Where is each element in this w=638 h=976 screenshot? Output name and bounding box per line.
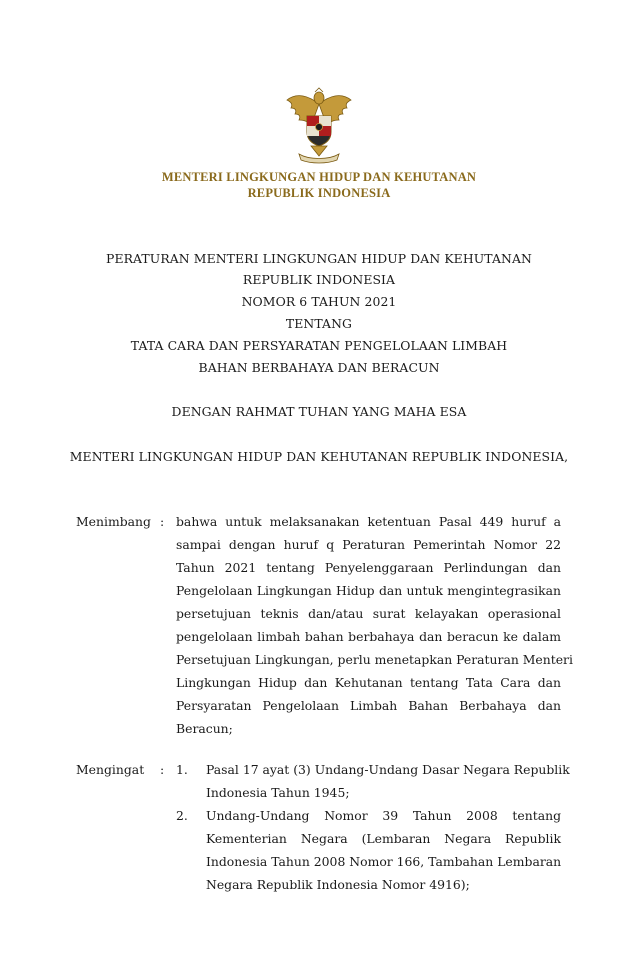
regulation-number: NOMOR 6 TAHUN 2021 [241,294,397,309]
menimbang-text-line: Beracun; [176,721,233,736]
mengingat-item-number: 2. [176,808,188,823]
regulation-subject-line: TATA CARA DAN PERSYARATAN PENGELOLAAN LIMBAH [130,338,508,353]
menimbang-label: Menimbang [76,514,151,529]
ministry-name: MENTERI LINGKUNGAN HIDUP DAN KEHUTANAN [161,170,477,184]
menimbang-text-line: sampai dengan huruf q Peraturan Pemerintah Nomor 22 [176,537,561,552]
menimbang-colon: : [160,514,165,529]
mengingat-item-line: Undang-Undang Nomor 39 Tahun 2008 tentang [206,808,561,823]
mengingat-item-line: Kementerian Negara (Lembaran Negara Republik [206,831,561,846]
mengingat-item-line: Indonesia Tahun 2008 Nomor 166, Tambahan Lembaran [206,854,562,869]
invocation: DENGAN RAHMAT TUHAN YANG MAHA ESA [171,404,467,419]
mengingat-item-line: Negara Republik Indonesia Nomor 4916); [206,877,470,892]
regulation-subject-line: BAHAN BERBAHAYA DAN BERACUN [198,360,440,375]
ministry-country: REPUBLIK INDONESIA [247,186,391,200]
menimbang-text-line: pengelolaan limbah bahan berbahaya dan beracun ke dalam [176,629,561,644]
mengingat-colon: : [160,762,165,777]
garuda-emblem-icon [281,86,357,166]
mengingat-item-number: 1. [176,762,188,777]
menimbang-text-line: bahwa untuk melaksanakan ketentuan Pasal 449 huruf a [176,514,561,529]
regulation-about: TENTANG [285,316,353,331]
menimbang-text-line: Lingkungan Hidup dan Kehutanan tentang Tata Cara dan [176,675,561,690]
menimbang-text-line: Persetujuan Lingkungan, perlu menetapkan Peraturan Menteri [176,652,573,667]
menimbang-text-line: Persyaratan Pengelolaan Limbah Bahan Berbahaya dan [176,698,561,713]
menimbang-text-line: Pengelolaan Lingkungan Hidup dan untuk mengintegrasikan [176,583,561,598]
authority-line: MENTERI LINGKUNGAN HIDUP DAN KEHUTANAN REPUBLIK INDONESIA, [69,449,569,464]
menimbang-text-line: Tahun 2021 tentang Penyelenggaraan Perlindungan dan [176,560,561,575]
mengingat-item-line: Indonesia Tahun 1945; [206,785,350,800]
menimbang-text-line: persetujuan teknis dan/atau surat kelayakan operasional [176,606,561,621]
mengingat-item-line: Pasal 17 ayat (3) Undang-Undang Dasar Negara Republik [206,762,570,777]
mengingat-label: Mengingat [76,762,145,777]
regulation-title-line: REPUBLIK INDONESIA [242,272,396,287]
regulation-title-line: PERATURAN MENTERI LINGKUNGAN HIDUP DAN KEHUTANAN [106,251,532,266]
